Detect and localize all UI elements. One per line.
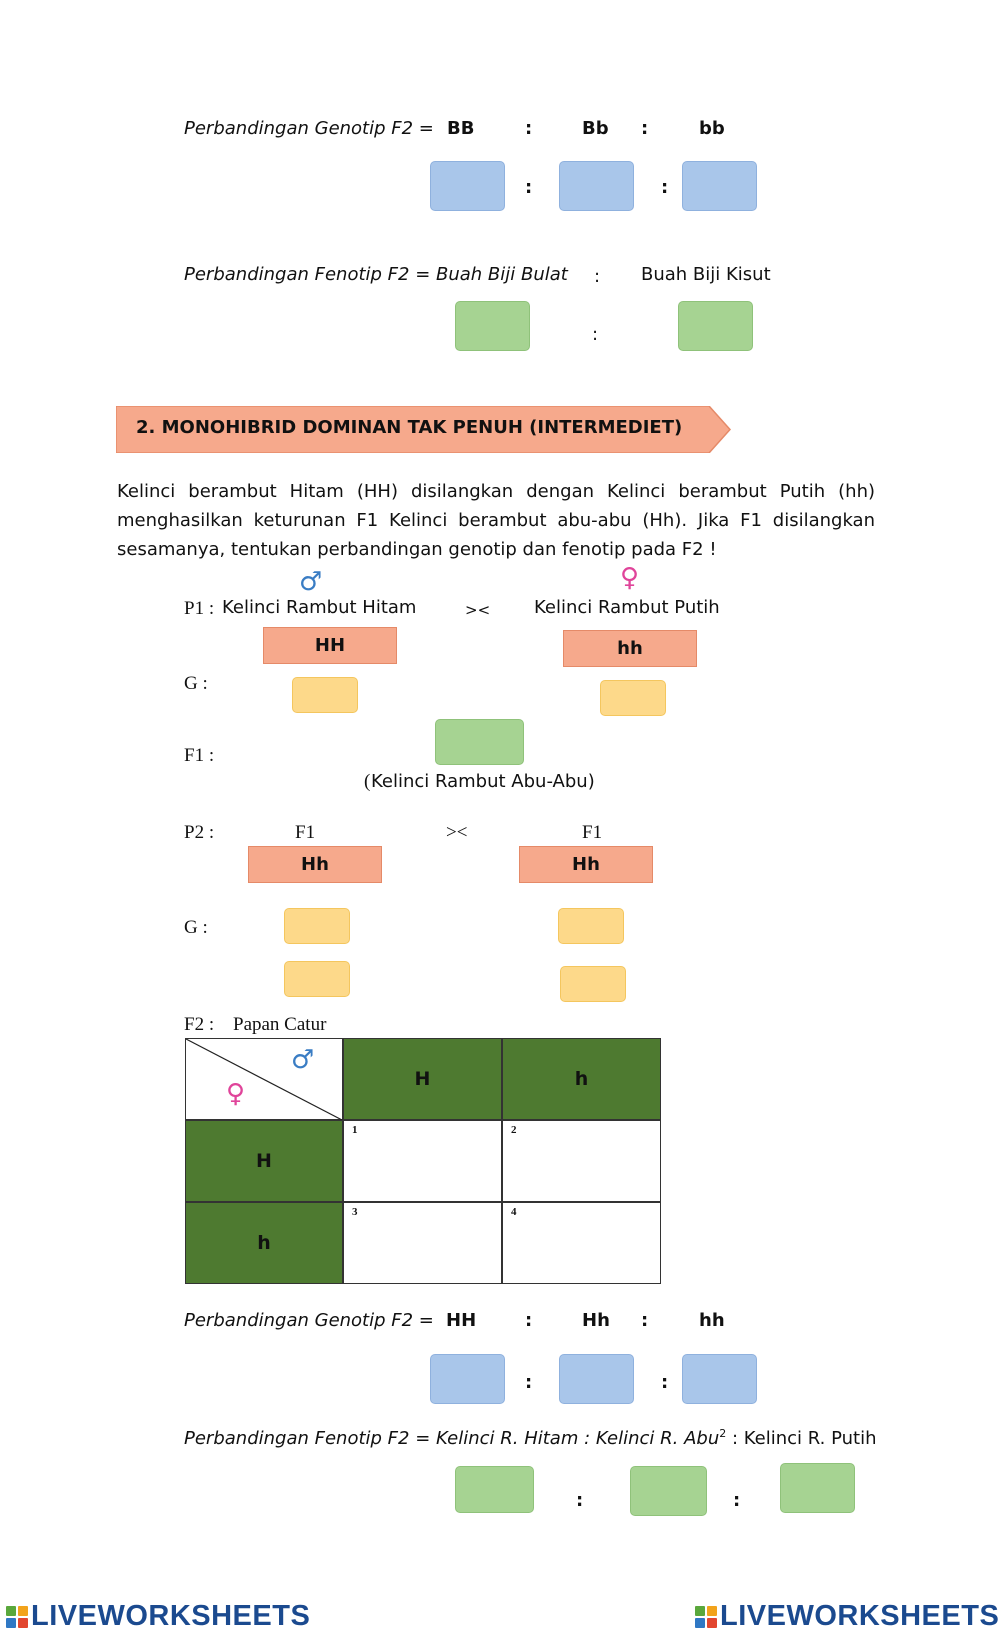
answer-box-genotip-hh[interactable] bbox=[682, 1354, 757, 1404]
p2-left-genotype: Hh bbox=[248, 846, 382, 883]
fenotip-item-kisut: Buah Biji Kisut bbox=[641, 264, 771, 285]
punnett-corner bbox=[185, 1038, 343, 1120]
answer-box-gamet-p2-right-2[interactable] bbox=[560, 966, 626, 1002]
punnett-cell-1[interactable] bbox=[343, 1120, 502, 1202]
colon: : bbox=[592, 324, 599, 345]
answer-box-genotip-HH[interactable] bbox=[430, 1354, 505, 1404]
problem-paragraph: Kelinci berambut Hitam (HH) disilangkan dengan Kelinci berambut Putih (hh) menghasilkan keturunan F1 Kelinci berambut abu-abu (Hh). Jika F1 disilangkan sesamanya, tentukan perbandingan genotip dan fenotip pada F2 ! bbox=[117, 481, 875, 560]
punnett-square bbox=[185, 1038, 661, 1284]
female-icon: ♀ bbox=[226, 1079, 246, 1109]
answer-box-genotip-BB[interactable] bbox=[430, 161, 505, 211]
fenotip-f2-label-1 bbox=[184, 264, 568, 285]
punnett-cell-3[interactable] bbox=[343, 1202, 502, 1284]
f2-title: Papan Catur bbox=[233, 1014, 327, 1035]
answer-box-genotip-bb[interactable] bbox=[682, 161, 757, 211]
punnett-diagonal bbox=[186, 1039, 344, 1121]
cell-number: 4 bbox=[511, 1206, 517, 1218]
colon: : bbox=[733, 1490, 741, 1511]
genotip-item-Bb: Bb bbox=[582, 118, 609, 139]
male-icon: ♂ bbox=[299, 567, 323, 597]
colon: : bbox=[661, 1372, 669, 1393]
answer-box-gamet-p2-right-1[interactable] bbox=[558, 908, 624, 944]
logo-grid-icon bbox=[6, 1606, 28, 1628]
colon: : bbox=[576, 1490, 584, 1511]
p1-right-genotype: hh bbox=[563, 630, 697, 667]
p2-cross-symbol: >< bbox=[446, 822, 468, 843]
punnett-row-header: H bbox=[185, 1120, 343, 1202]
g-label: G : bbox=[184, 673, 208, 694]
colon: : bbox=[661, 177, 669, 198]
cell-number: 1 bbox=[352, 1124, 358, 1136]
punnett-row-header: h bbox=[185, 1202, 343, 1284]
colon: : bbox=[525, 118, 533, 139]
genotip-item-bb: bb bbox=[699, 118, 725, 139]
f1-label: F1 : bbox=[184, 745, 215, 766]
liveworksheets-logo-left bbox=[6, 1600, 310, 1633]
fenotip-f2-text: Perbandingan Fenotip F2 = Kelinci R. Hitam : Kelinci R. Abu bbox=[184, 1428, 720, 1449]
punnett-col-header: H bbox=[343, 1038, 502, 1120]
genotip-f2-label-1: Perbandingan Genotip F2 = bbox=[184, 118, 434, 139]
fenotip-superscript: 2 bbox=[719, 1427, 727, 1440]
punnett-col-header: h bbox=[502, 1038, 661, 1120]
p1-right-label: Kelinci Rambut Putih bbox=[534, 597, 720, 618]
p2-right-genotype: Hh bbox=[519, 846, 653, 883]
answer-box-gamet-p2-left-1[interactable] bbox=[284, 908, 350, 944]
answer-box-gamet-p1-left[interactable] bbox=[292, 677, 358, 713]
answer-box-genotip-Bb[interactable] bbox=[559, 161, 634, 211]
colon: : bbox=[594, 266, 601, 287]
male-icon: ♂ bbox=[291, 1045, 315, 1075]
answer-box-fenotip-putih[interactable] bbox=[780, 1463, 855, 1513]
answer-box-genotip-Hh[interactable] bbox=[559, 1354, 634, 1404]
answer-box-fenotip-abu[interactable] bbox=[630, 1466, 707, 1516]
f2-label: F2 : bbox=[184, 1014, 215, 1035]
section-heading-text: 2. MONOHIBRID DOMINAN TAK PENUH (INTERMEDIET) bbox=[136, 417, 683, 438]
genotip-item-hh: hh bbox=[699, 1310, 725, 1331]
f1-desc-paren: ( bbox=[364, 771, 371, 792]
genotip-item-HH: HH bbox=[446, 1310, 477, 1331]
genotip-item-Hh: Hh bbox=[582, 1310, 610, 1331]
brand-text: LIVEWORKSHEETS bbox=[720, 1600, 1000, 1632]
colon: : bbox=[525, 1372, 533, 1393]
p1-cross-symbol: >< bbox=[465, 601, 491, 619]
p1-left-label: Kelinci Rambut Hitam bbox=[222, 597, 417, 618]
answer-box-f1[interactable] bbox=[435, 719, 524, 765]
g2-label: G : bbox=[184, 917, 208, 938]
f1-description: Kelinci Rambut Abu-Abu) bbox=[371, 771, 595, 792]
colon: : bbox=[525, 1310, 533, 1331]
p2-right-label: F1 bbox=[582, 822, 603, 843]
genotip-f2-label-2: Perbandingan Genotip F2 = bbox=[184, 1310, 434, 1331]
brand-text: LIVEWORKSHEETS bbox=[31, 1600, 311, 1632]
colon: : bbox=[641, 118, 649, 139]
answer-box-gamet-p1-right[interactable] bbox=[600, 680, 666, 716]
answer-box-fenotip-hitam[interactable] bbox=[455, 1466, 534, 1513]
answer-box-fenotip-bulat[interactable] bbox=[455, 301, 530, 351]
fenotip-f2-text: Perbandingan Fenotip F2 = Buah Biji Bulat bbox=[184, 264, 568, 285]
cell-number: 3 bbox=[352, 1206, 358, 1218]
punnett-cell-4[interactable] bbox=[502, 1202, 661, 1284]
section-heading bbox=[116, 406, 731, 453]
genotip-item-BB: BB bbox=[447, 118, 475, 139]
answer-box-gamet-p2-left-2[interactable] bbox=[284, 961, 350, 997]
colon: : bbox=[525, 177, 533, 198]
answer-box-fenotip-kisut[interactable] bbox=[678, 301, 753, 351]
cell-number: 2 bbox=[511, 1124, 517, 1136]
p2-left-label: F1 bbox=[295, 822, 316, 843]
p1-left-genotype: HH bbox=[263, 627, 397, 664]
p1-label: P1 : bbox=[184, 598, 215, 619]
p2-label: P2 : bbox=[184, 822, 215, 843]
fenotip-f2-tail: : Kelinci R. Putih bbox=[726, 1428, 877, 1449]
colon: : bbox=[641, 1310, 649, 1331]
female-icon: ♀ bbox=[620, 563, 640, 593]
punnett-cell-2[interactable] bbox=[502, 1120, 661, 1202]
fenotip-f2-label-2 bbox=[184, 1427, 877, 1449]
liveworksheets-logo-right bbox=[695, 1600, 999, 1633]
logo-grid-icon bbox=[695, 1606, 717, 1628]
